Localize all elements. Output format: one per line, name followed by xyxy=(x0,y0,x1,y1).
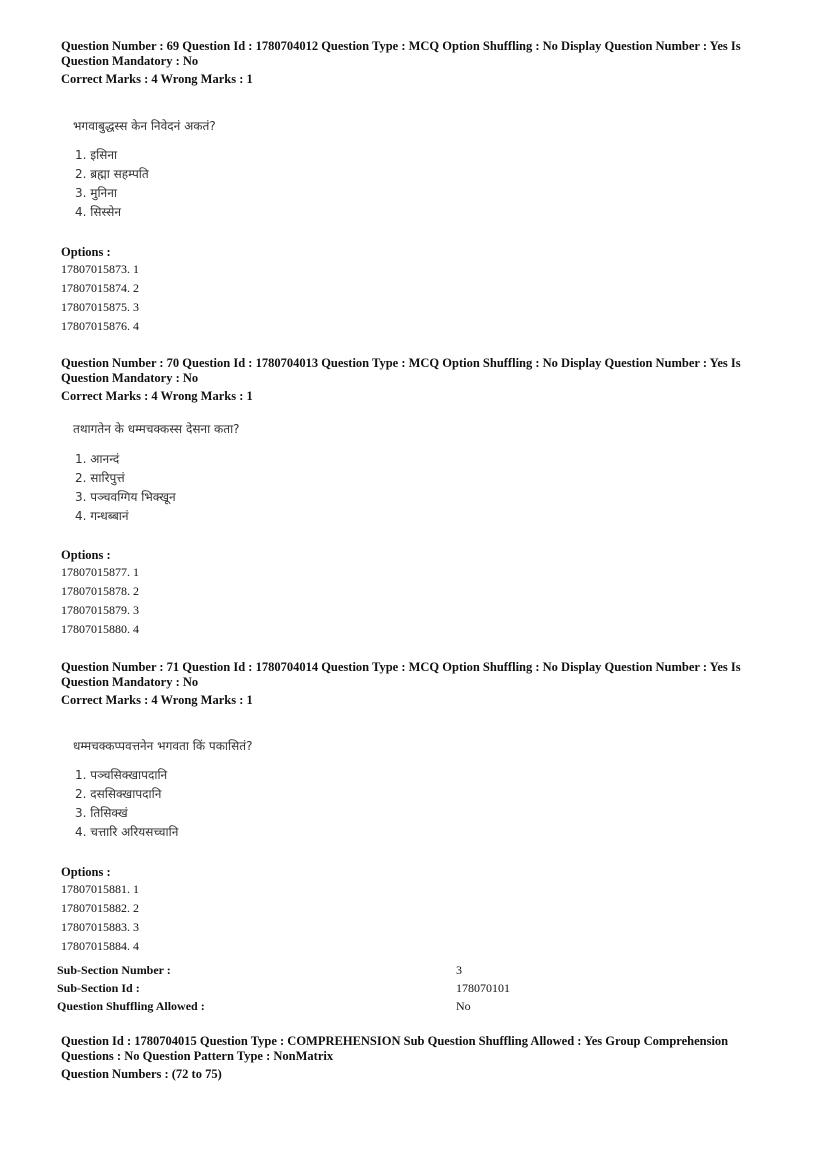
option-code: 17807015875. 3 xyxy=(61,300,139,314)
option-code: 17807015883. 3 xyxy=(61,920,139,934)
subsection-key: Sub-Section Id : xyxy=(57,981,140,995)
choice-item: 1. पञ्चसिक्खापदानि xyxy=(75,768,168,782)
question-text: तथागतेन के धम्मचक्कस्स देसना कता? xyxy=(73,422,240,436)
option-code: 17807015882. 2 xyxy=(61,901,139,915)
question-text: भगवाबुद्धस्स केन निवेदनं अकतं? xyxy=(73,119,216,133)
comprehension-header-line2: Questions : No Question Pattern Type : NonMatrix xyxy=(61,1049,334,1063)
choice-item: 3. मुनिना xyxy=(75,186,117,200)
question-text: धम्मचक्कप्पवत्तनेन भगवता किं पकासितं? xyxy=(73,739,253,753)
question-marks: Correct Marks : 4 Wrong Marks : 1 xyxy=(61,693,253,707)
question-marks: Correct Marks : 4 Wrong Marks : 1 xyxy=(61,72,253,86)
comprehension-block xyxy=(61,1034,761,1082)
choice-item: 2. सारिपुत्तं xyxy=(75,471,125,485)
question-header-line2: Question Mandatory : No xyxy=(61,54,199,68)
subsection-key: Question Shuffling Allowed : xyxy=(57,999,205,1013)
subsection-key: Sub-Section Number : xyxy=(57,963,171,977)
option-code: 17807015877. 1 xyxy=(61,565,139,579)
question-header-line1: Question Number : 69 Question Id : 1780704012 Question Type : MCQ Option Shuffling : No Display Question Number : Yes Is xyxy=(61,39,741,53)
option-code: 17807015876. 4 xyxy=(61,319,139,333)
subsection-row xyxy=(57,979,757,997)
choice-item: 4. गन्धब्बानं xyxy=(75,509,129,523)
comprehension-header-line1: Question Id : 1780704015 Question Type : COMPREHENSION Sub Question Shuffling Allowed : Yes Group Comprehension xyxy=(61,1034,729,1048)
question-block-69 xyxy=(61,39,761,333)
options-label: Options : xyxy=(61,245,111,259)
choice-item: 4. चत्तारि अरियसच्चानि xyxy=(75,825,179,839)
question-marks: Correct Marks : 4 Wrong Marks : 1 xyxy=(61,389,253,403)
choice-item: 1. आनन्दं xyxy=(75,452,120,466)
question-header-line1: Question Number : 71 Question Id : 1780704014 Question Type : MCQ Option Shuffling : No Display Question Number : Yes Is xyxy=(61,660,741,674)
question-header-line2: Question Mandatory : No xyxy=(61,371,199,385)
question-header-line1: Question Number : 70 Question Id : 1780704013 Question Type : MCQ Option Shuffling : No Display Question Number : Yes Is xyxy=(61,356,741,370)
choice-item: 3. पञ्चवग्गिय भिक्खून xyxy=(75,490,176,504)
option-code: 17807015879. 3 xyxy=(61,603,139,617)
subsection-value: No xyxy=(456,999,471,1013)
option-code: 17807015881. 1 xyxy=(61,882,139,896)
option-code: 17807015874. 2 xyxy=(61,281,139,295)
choice-list xyxy=(75,766,178,842)
comprehension-question-numbers: Question Numbers : (72 to 75) xyxy=(61,1067,222,1081)
subsection-value: 3 xyxy=(456,963,462,977)
options-label: Options : xyxy=(61,548,111,562)
options-label: Options : xyxy=(61,865,111,879)
subsection-row xyxy=(57,997,757,1015)
choice-item: 4. सिस्सेन xyxy=(75,205,122,219)
subsection-row xyxy=(57,961,757,979)
question-block-71 xyxy=(61,660,761,953)
choice-item: 2. दससिक्खापदानि xyxy=(75,787,162,801)
choice-item: 3. तिसिक्खं xyxy=(75,806,128,820)
options-section xyxy=(61,865,139,956)
options-section xyxy=(61,245,139,336)
option-code: 17807015884. 4 xyxy=(61,939,139,953)
option-code: 17807015878. 2 xyxy=(61,584,139,598)
subsection-value: 178070101 xyxy=(456,981,510,995)
options-section xyxy=(61,548,139,639)
choice-item: 1. इसिना xyxy=(75,148,118,162)
subsection-info xyxy=(57,961,757,1015)
option-code: 17807015873. 1 xyxy=(61,262,139,276)
choice-list xyxy=(75,146,149,222)
choice-item: 2. ब्रह्मा सहम्पति xyxy=(75,167,149,181)
choice-list xyxy=(75,450,176,526)
question-header-line2: Question Mandatory : No xyxy=(61,675,199,689)
question-block-70 xyxy=(61,356,761,636)
option-code: 17807015880. 4 xyxy=(61,622,139,636)
